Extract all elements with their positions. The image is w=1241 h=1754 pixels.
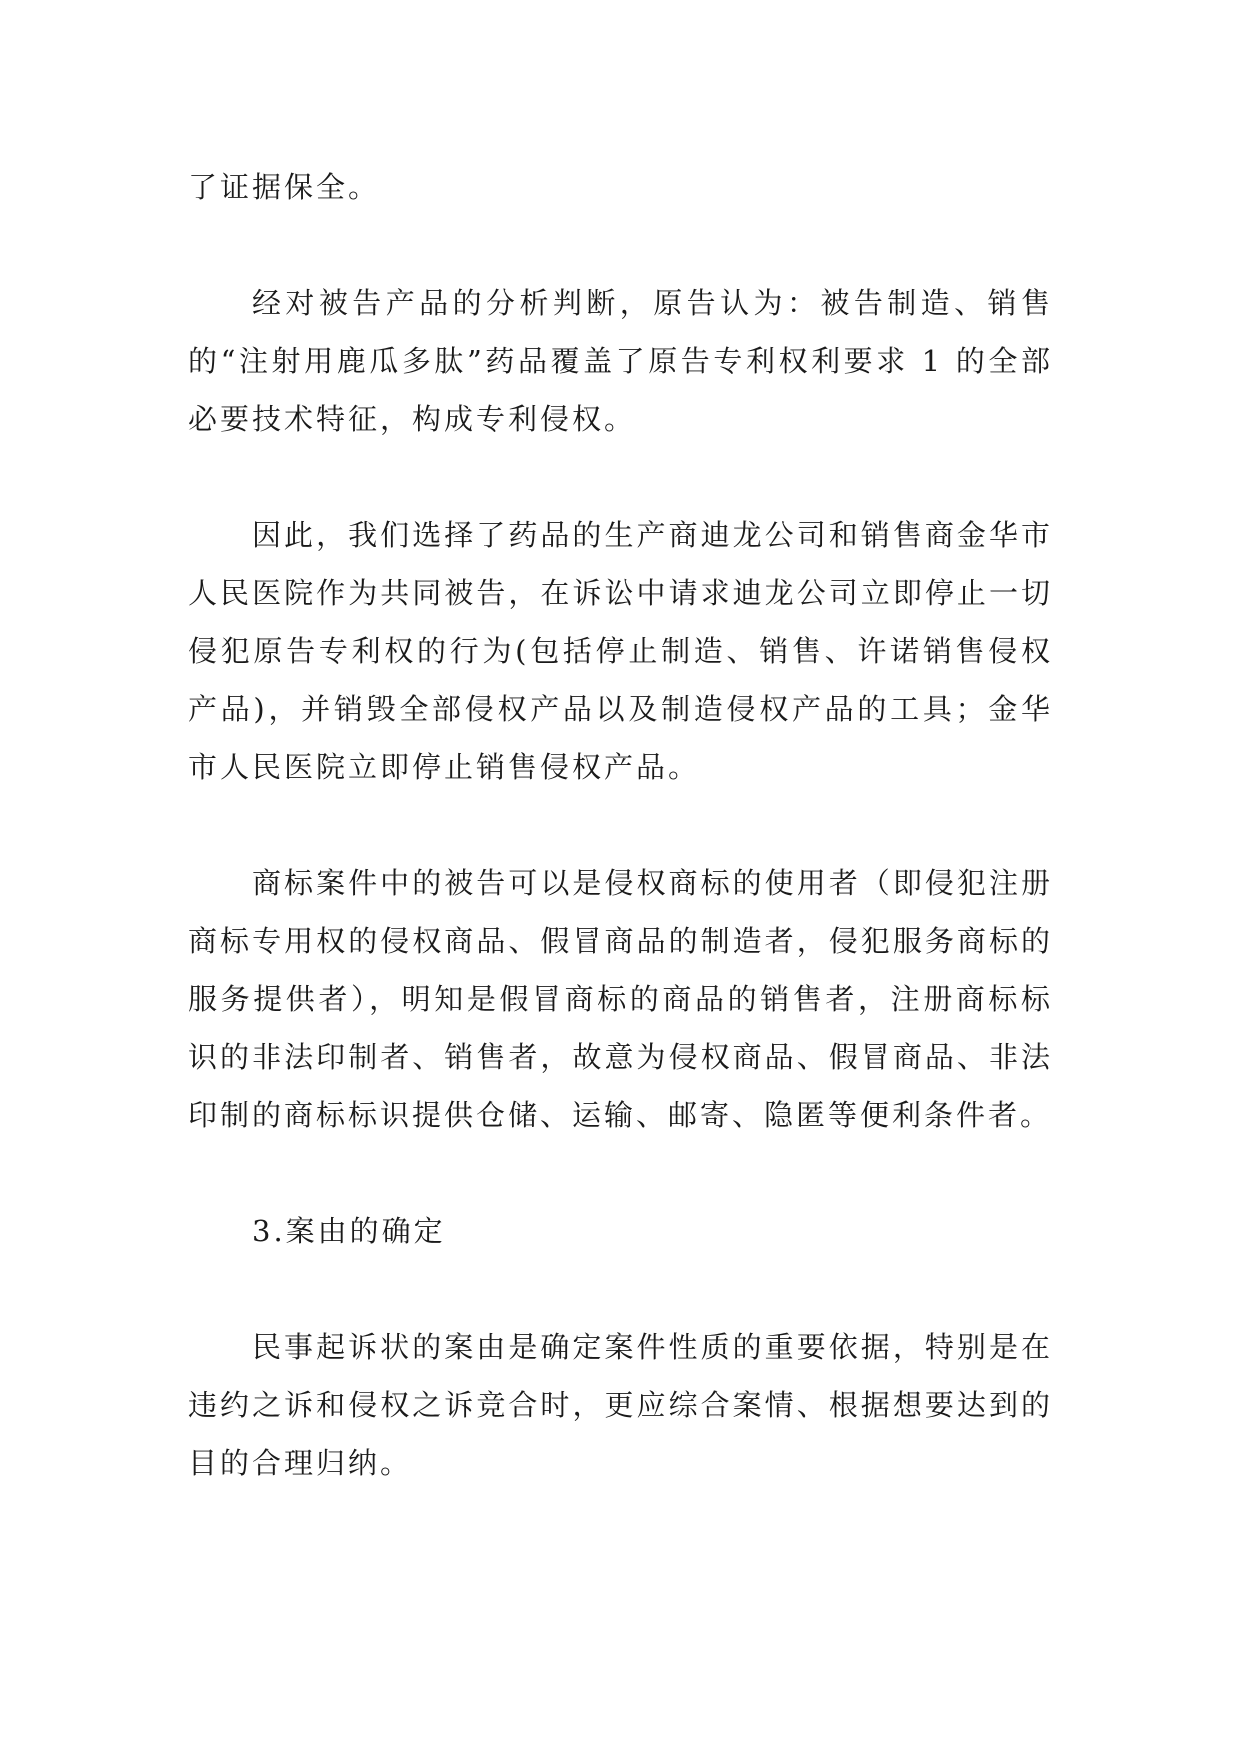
section-heading: 3.案由的确定: [252, 1214, 446, 1248]
paragraph-gap: [188, 216, 1053, 274]
paragraph-gap: [188, 796, 1053, 854]
paragraph-gap: [188, 1260, 1053, 1318]
paragraph-trademark-defendants: 商标案件中的被告可以是侵权商标的使用者（即侵犯注册商标专用权的侵权商品、假冒商品的制造者，侵犯服务商标的服务提供者），明知是假冒商标的商品的销售者，注册商标标识的非法印制者、销售者，故意为侵权商品、假冒商品、非法印制的商标标识提供仓储、运输、邮寄、隐匿等便利条件者。: [188, 866, 1053, 1132]
paragraph-cause-of-action: 民事起诉状的案由是确定案件性质的重要依据，特别是在违约之诉和侵权之诉竞合时，更应综合案情、根据想要达到的目的合理归纳。: [188, 1330, 1053, 1480]
paragraph-gap: [188, 448, 1053, 506]
paragraph-gap: [188, 1144, 1053, 1202]
document-body: [188, 158, 1053, 1492]
paragraph-defendants: 因此，我们选择了药品的生产商迪龙公司和销售商金华市人民医院作为共同被告，在诉讼中请求迪龙公司立即停止一切侵犯原告专利权的行为(包括停止制造、销售、许诺销售侵权产品)，并销毁全部侵权产品以及制造侵权产品的工具；金华市人民医院立即停止销售侵权产品。: [188, 518, 1053, 784]
paragraph-continuation: 了证据保全。: [188, 170, 381, 204]
paragraph-analysis: 经对被告产品的分析判断，原告认为：被告制造、销售的“注射用鹿瓜多肽”药品覆盖了原告专利权利要求 1 的全部必要技术特征，构成专利侵权。: [188, 286, 1053, 436]
